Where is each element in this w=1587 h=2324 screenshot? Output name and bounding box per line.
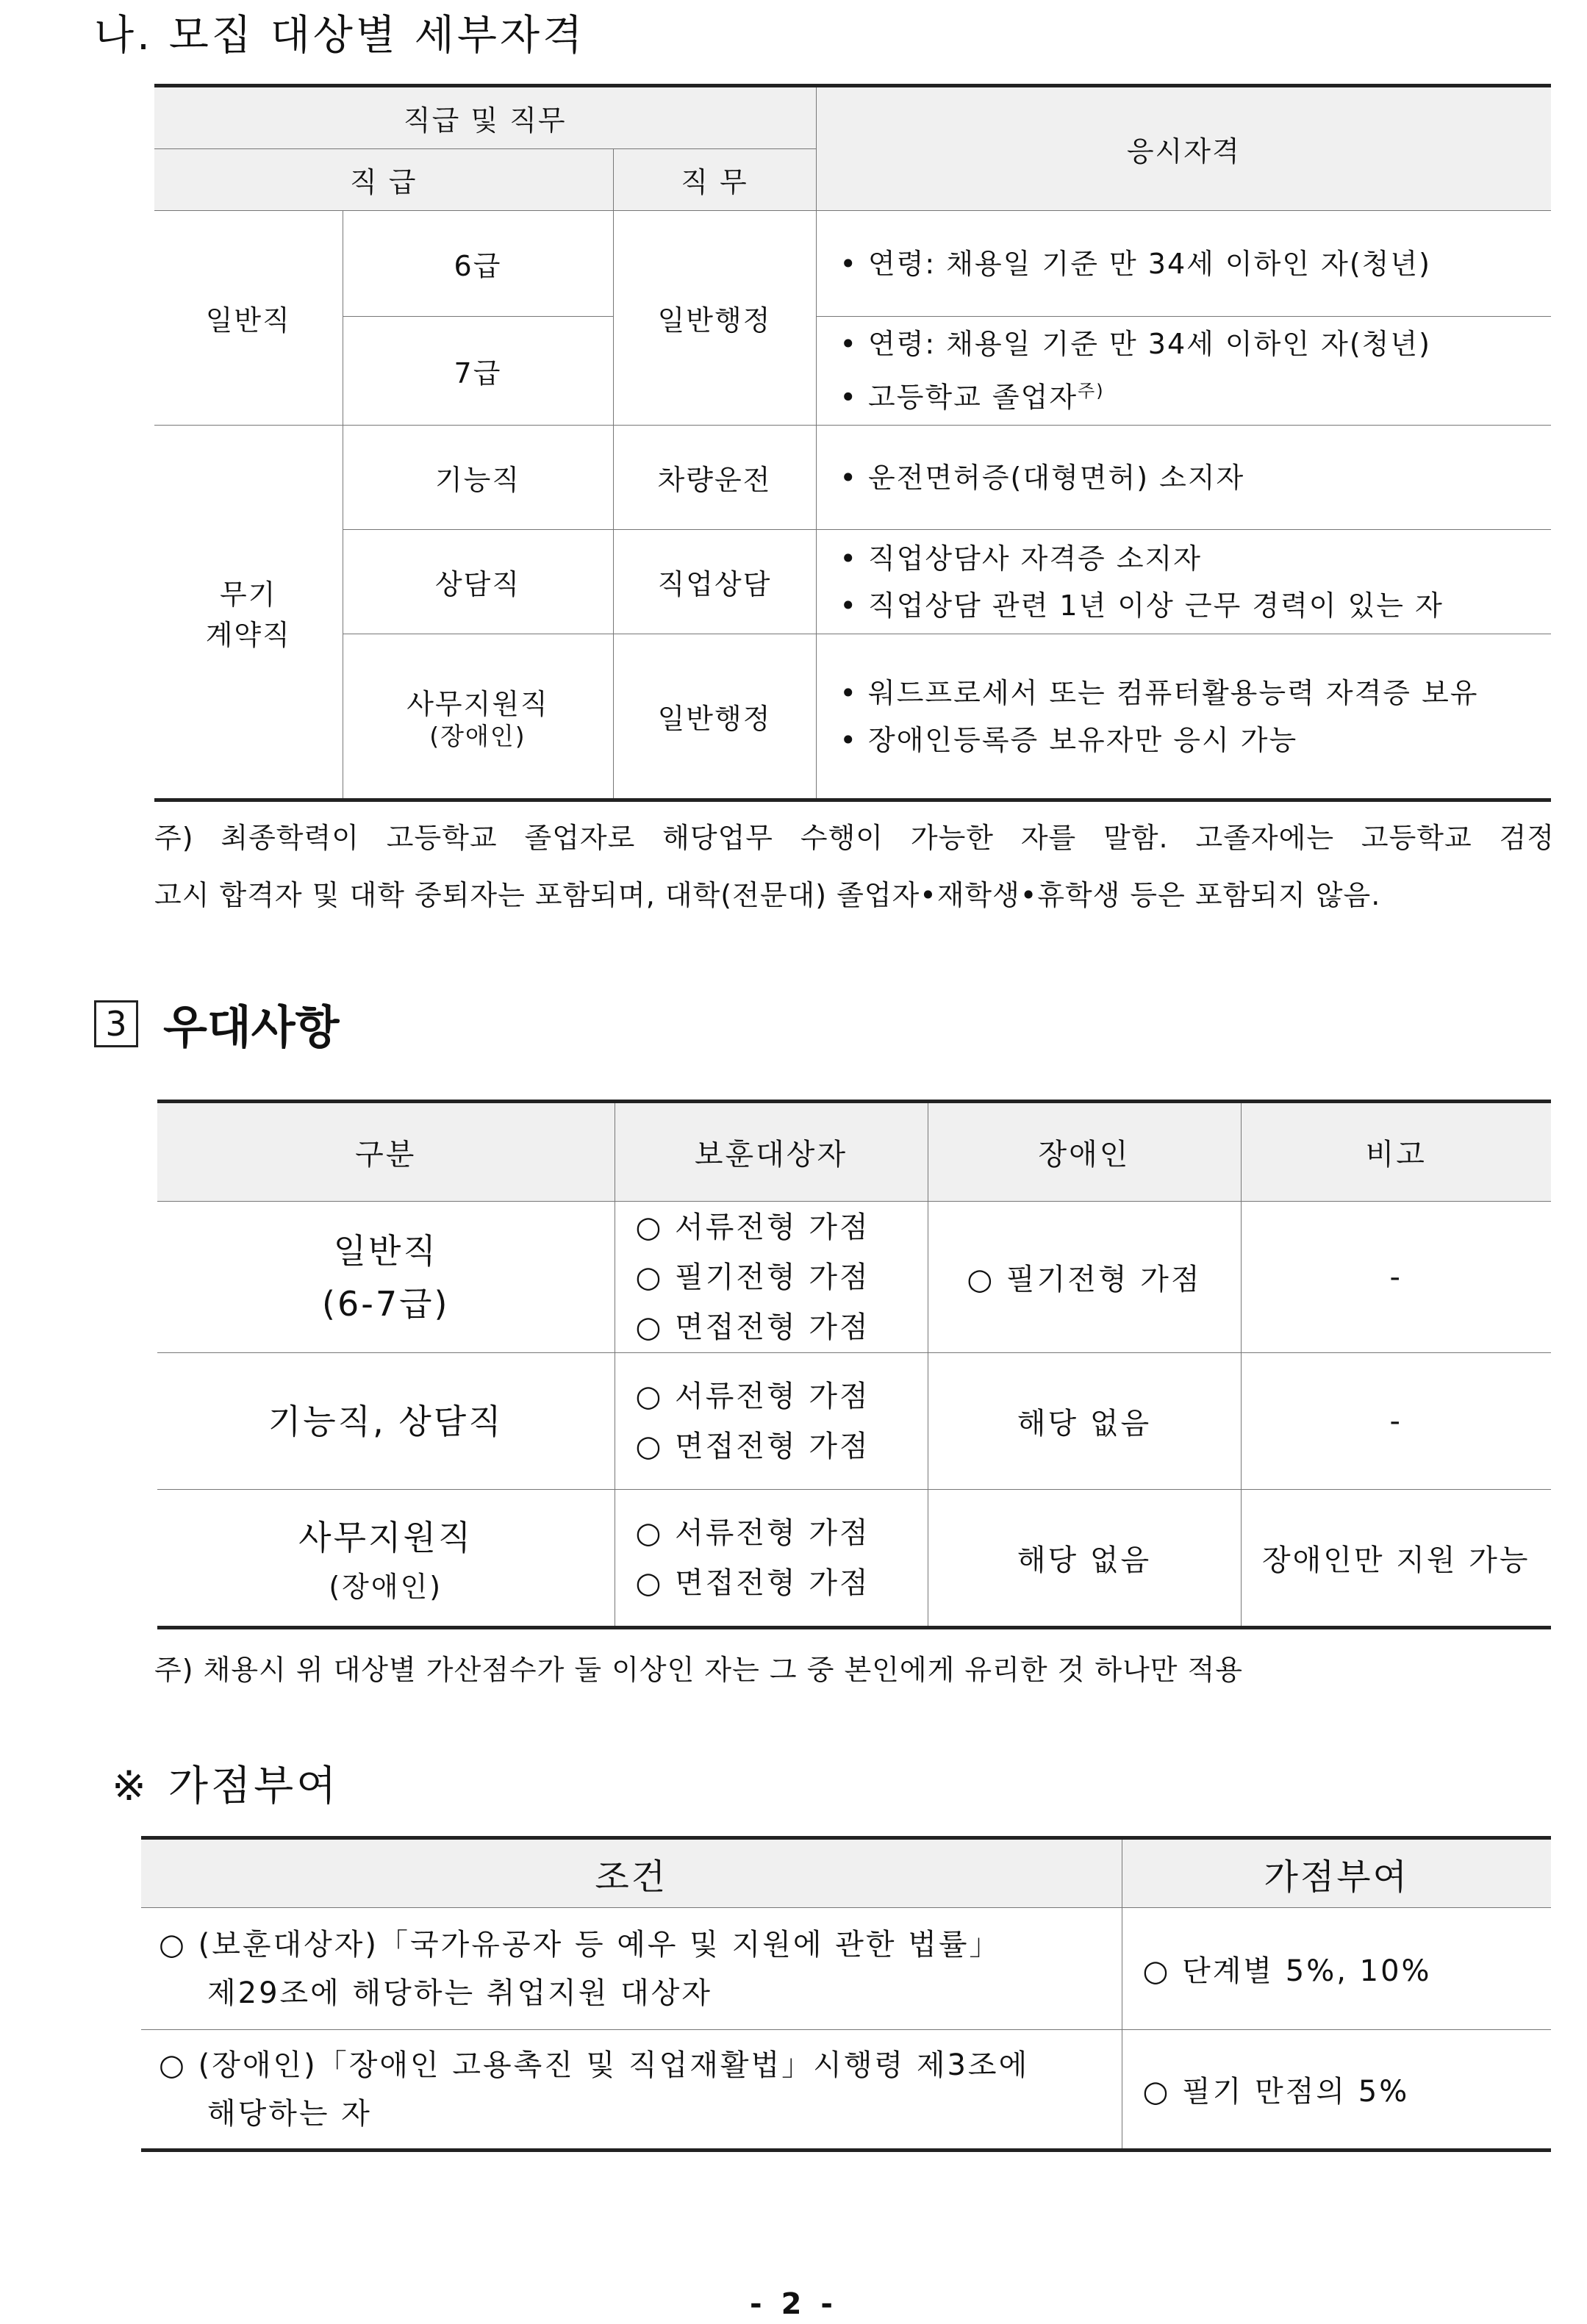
disabled-cell: 해당 없음 xyxy=(928,1490,1241,1628)
disabled-cell: 해당 없음 xyxy=(928,1353,1241,1490)
bonus-item: ○ 면접전형 가점 xyxy=(635,1566,870,1600)
section-title-eligibility: 나. 모집 대상별 세부자격 xyxy=(94,12,586,60)
veterans-cell xyxy=(615,1353,928,1490)
veterans-cell xyxy=(615,1490,928,1628)
condition-cell xyxy=(141,2030,1122,2151)
bonus-item: ○ 서류전형 가점 xyxy=(635,1210,870,1244)
bonus-item: ○ 필기전형 가점 xyxy=(635,1260,870,1294)
footnote-line: 고시 합격자 및 대학 중퇴자는 포함되며, 대학(전문대) 졸업자•재학생•휴학생 등은 포함되지 않음. xyxy=(154,879,1381,911)
remarks-cell: 장애인만 지원 가능 xyxy=(1241,1490,1551,1628)
duty-cell: 일반행정 xyxy=(613,211,816,426)
page-number: - 2 - xyxy=(750,2287,837,2321)
duty-cell: 직업상담 xyxy=(613,530,816,634)
duty-cell: 차량운전 xyxy=(613,426,816,530)
category-contract xyxy=(154,426,343,800)
remarks-cell: - xyxy=(1241,1202,1551,1353)
category-label: 일반직 xyxy=(333,1230,438,1271)
bonus-cell: ○ 단계별 5%, 10% xyxy=(1122,1908,1551,2030)
veterans-cell xyxy=(615,1202,928,1353)
bonus-item: ○ 면접전형 가점 xyxy=(635,1310,870,1344)
disabled-cell: ○ 필기전형 가점 xyxy=(928,1202,1241,1353)
grade-sublabel: (장애인) xyxy=(429,722,526,750)
bonus-item: ○ 서류전형 가점 xyxy=(635,1516,870,1550)
preference-table xyxy=(157,1100,1551,1629)
bonus-item: ○ 서류전형 가점 xyxy=(635,1379,870,1413)
qualification-cell xyxy=(816,530,1551,634)
qualification-line: • 워드프로세서 또는 컴퓨터활용능력 자격증 보유 xyxy=(839,676,1479,709)
category-label: 사무지원직 xyxy=(298,1518,473,1557)
category-contract-line: 계약직 xyxy=(205,618,291,651)
condition-cell xyxy=(141,1908,1122,2030)
header-bonus: 가점부여 xyxy=(1122,1838,1551,1908)
header-remarks: 비고 xyxy=(1241,1102,1551,1202)
qualification-cell xyxy=(816,211,1551,317)
condition-line: 제29조에 해당하는 취업지원 대상자 xyxy=(207,1976,713,2010)
header-veterans: 보훈대상자 xyxy=(615,1102,928,1202)
condition-line: ○ (장애인)「장애인 고용촉진 및 직업재활법」시행령 제3조에 xyxy=(159,2048,1030,2082)
category-label: 기능직, 상담직 xyxy=(268,1401,504,1441)
header-qualification: 응시자격 xyxy=(816,86,1551,211)
header-grade: 직 급 xyxy=(154,149,613,211)
eligibility-table xyxy=(154,84,1551,802)
qualification-line: • 고등학교 졸업자 xyxy=(839,381,1078,414)
qualification-cell xyxy=(816,317,1551,426)
qualification-line: • 운전면허증(대형면허) 소지자 xyxy=(839,461,1245,494)
grade-cell xyxy=(343,634,613,800)
remarks-cell: - xyxy=(1241,1353,1551,1490)
section-number-box: 3 xyxy=(94,1000,138,1047)
bonus-item: ○ 면접전형 가점 xyxy=(635,1429,870,1463)
condition-line: ○ (보훈대상자)「국가유공자 등 예우 및 지원에 관한 법률」 xyxy=(159,1927,1001,1962)
grade-label: 사무지원직 xyxy=(406,688,549,720)
duty-cell: 일반행정 xyxy=(613,634,816,800)
grade-cell: 기능직 xyxy=(343,426,613,530)
header-category: 구분 xyxy=(157,1102,615,1202)
category-sublabel: (장애인) xyxy=(329,1571,443,1603)
footnote-mark: 주) xyxy=(1078,381,1105,402)
header-condition: 조건 xyxy=(141,1838,1122,1908)
bonus-table xyxy=(141,1836,1551,2152)
qualification-line: • 연령: 채용일 기준 만 34세 이하인 자(청년) xyxy=(839,328,1431,361)
section-title-text: 가점부여 xyxy=(168,1762,340,1810)
qualification-line: • 장애인등록증 보유자만 응시 가능 xyxy=(839,723,1298,756)
qualification-line: • 연령: 채용일 기준 만 34세 이하인 자(청년) xyxy=(839,247,1431,280)
grade-cell: 상담직 xyxy=(343,530,613,634)
section-title-preference xyxy=(94,991,340,1056)
qualification-cell xyxy=(816,426,1551,530)
section-title-text: 우대사항 xyxy=(163,1000,340,1054)
section-title-bonus xyxy=(112,1754,339,1812)
qualification-cell xyxy=(816,634,1551,800)
footnote-line: 주) 채용시 위 대상별 가산점수가 둘 이상인 자는 그 중 본인에게 유리한 것 하나만 적용 xyxy=(154,1654,1244,1686)
grade-cell: 6급 xyxy=(343,211,613,317)
category-cell xyxy=(157,1202,615,1353)
qualification-line: • 직업상담사 자격증 소지자 xyxy=(839,542,1202,575)
condition-line: 해당하는 자 xyxy=(207,2096,372,2131)
footnote-line: 주) 최종학력이 고등학교 졸업자로 해당업무 수행이 가능한 자를 말함. 고졸자에는 고등학교 검정 xyxy=(154,822,1555,854)
category-sublabel: (6-7급) xyxy=(322,1283,450,1324)
category-cell xyxy=(157,1490,615,1628)
header-disabled: 장애인 xyxy=(928,1102,1241,1202)
qualification-line: • 직업상담 관련 1년 이상 근무 경력이 있는 자 xyxy=(839,589,1444,622)
category-general: 일반직 xyxy=(154,211,343,426)
bonus-cell: ○ 필기 만점의 5% xyxy=(1122,2030,1551,2151)
reference-mark-icon: ※ xyxy=(112,1762,149,1810)
header-grade-and-duty: 직급 및 직무 xyxy=(154,86,816,149)
category-contract-line: 무기 xyxy=(220,578,277,611)
header-duty: 직 무 xyxy=(613,149,816,211)
category-cell xyxy=(157,1353,615,1490)
grade-cell: 7급 xyxy=(343,317,613,426)
